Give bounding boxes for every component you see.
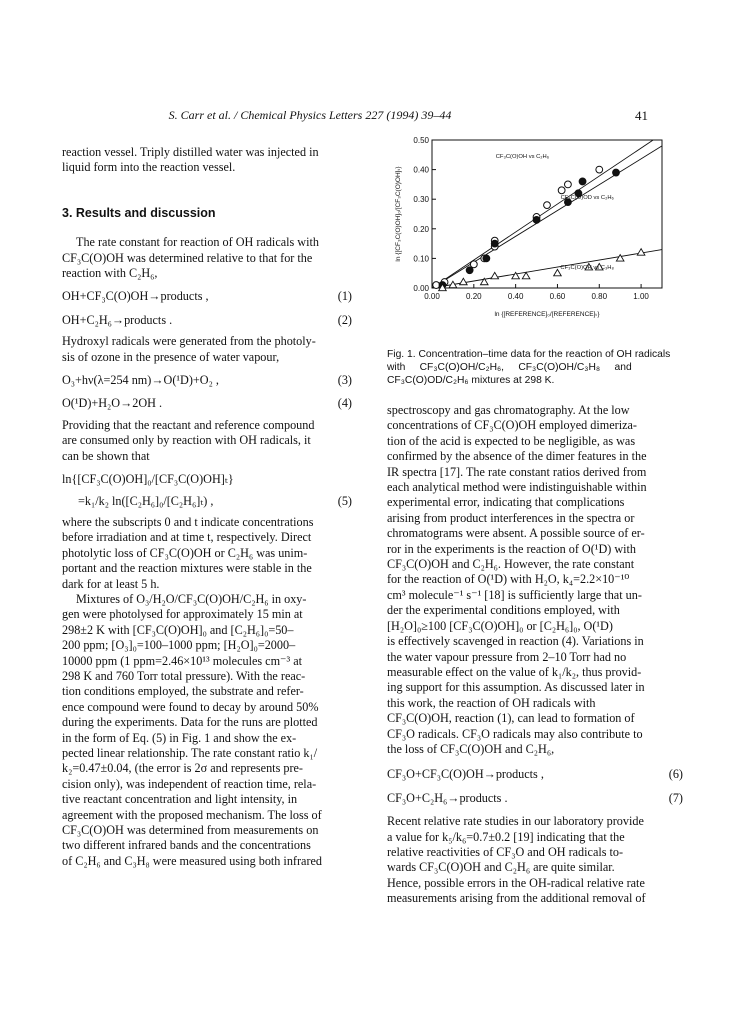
data-point-filled-circle [579, 178, 586, 185]
equation-7 [387, 791, 683, 806]
text-line: measurements arising from the additional removal of [387, 891, 646, 906]
data-point-open-triangle [491, 272, 499, 278]
paragraph [62, 334, 352, 365]
data-point-open-triangle [637, 249, 645, 255]
equation-text: O₃+hν(λ=254 nm)→O(¹D)+O₂ , [62, 373, 219, 388]
data-point-open-circle [596, 166, 603, 173]
text-line: pected linear relationship. The rate constant ratio k₁/ [62, 746, 318, 760]
text-line: cision only), was independent of reaction time, rela- [62, 776, 317, 791]
data-point-filled-circle [466, 267, 473, 274]
equation-number: (3) [337, 373, 352, 388]
data-point-open-triangle [460, 278, 468, 284]
text-line: 298 K and 760 Torr total pressure). With the reac- [62, 668, 306, 683]
y-tick-label: 0.10 [413, 254, 429, 264]
equation-number: (2) [337, 312, 352, 327]
text-line: CF₃C(O)OH and C₂H₆. However, the rate constant [387, 557, 635, 572]
equation-text: CF₃O+CF₃C(O)OH→products , [387, 767, 544, 782]
series-label: CF₃C(O)OH vs C₃H₈ [560, 264, 614, 271]
caption-line: with CF₃C(O)OH/C₂H₆, CF₃C(O)OH/C₃H₈ and [387, 362, 632, 373]
paragraph [62, 592, 352, 869]
text-line: CF₃C(O)OH, reaction (1), can lead to formation of [387, 711, 635, 726]
text-line: 200 ppm; [O₃]₀=100–1000 ppm; [H₂O]₀=2000– [62, 638, 296, 653]
text-line: ror in the experiments is the reaction of O(¹D) with [387, 541, 637, 556]
text-line: confirmed by the absence of the dimer features in the [387, 449, 647, 464]
data-point-filled-circle [613, 169, 620, 176]
x-tick-label: 0.20 [466, 292, 482, 301]
text-line: before irradiation and at time t, respectively. Direct [62, 530, 312, 545]
caption-line: Fig. 1. Concentration–time data for the reaction of OH radicals [387, 349, 671, 360]
equation-5a: ln{[CF₃C(O)OH]₀/[CF₃C(O)OH]ₜ} [62, 472, 234, 487]
y-tick-label: 0.20 [413, 224, 429, 234]
equation-number: (5) [337, 493, 352, 508]
x-tick-label: 1.00 [633, 292, 649, 301]
data-point-open-triangle [522, 272, 530, 278]
x-tick-label: 0.40 [507, 292, 524, 301]
text-line: experimental error, indicating that complications [387, 495, 625, 510]
data-point-open-circle [544, 202, 551, 209]
text-line: the loss of CF₃C(O)OH and C₂H₆, [387, 741, 555, 756]
equation-4 [62, 396, 352, 411]
text-line: concentrations of CF₃C(O)OH employed dimeriza- [387, 418, 637, 433]
text-line: reaction with C₂H₆, [62, 266, 158, 281]
text-line: tive reactant concentration and light intensity, in [62, 792, 298, 807]
data-point-open-circle [470, 261, 477, 268]
text-line: ence compound were found to decay by around 50% [62, 699, 319, 714]
equation-text: OH+C₂H₆→products . [62, 312, 173, 327]
y-tick-label: 0.50 [413, 136, 429, 145]
equation-2 [62, 313, 352, 328]
text-line: IR spectra [17]. The rate constant ratios derived from [387, 464, 647, 479]
text-line: spectroscopy and gas chromatography. At the low [387, 403, 630, 417]
text-line: for the reaction of O(¹D) with H₂O, k₄=2.2×10⁻¹⁰ [387, 572, 630, 587]
fit-line [432, 140, 653, 288]
x-tick-label: 0.80 [591, 292, 608, 301]
text-line: chromatograms were absent. A possible source of er- [387, 526, 645, 541]
text-line: relative reactivities of CF₃O and OH radicals to- [387, 844, 624, 859]
equation-number: (7) [668, 790, 683, 805]
figure-caption [387, 348, 683, 387]
text-line: der the experimental conditions employed, with [387, 603, 620, 618]
y-axis-label: ln {[CF₃C(O)OH]₀/[CF₃C(O)OH]ₜ} [395, 166, 402, 262]
equation-6 [387, 767, 683, 782]
x-tick-label: 0.60 [549, 292, 566, 301]
text-line: The rate constant for reaction of OH radicals with [76, 235, 319, 250]
data-point-filled-circle [483, 255, 490, 262]
equation-text: =k₁/k₂ ln([C₂H₆]₀/[C₂H₆]ₜ) , [78, 493, 214, 508]
equation-text: O(¹D)+H₂O→2OH . [62, 396, 163, 411]
x-axis-label: ln {[REFERENCE]₀/[REFERENCE]ₜ} [494, 311, 600, 318]
left-column [62, 145, 352, 869]
text-line: CF₃C(O)OH was determined from measurements on [62, 823, 319, 838]
plot-frame [432, 140, 662, 288]
text-line: each analytical method were indistinguishable within [387, 480, 647, 495]
text-line: CF₃O radicals. CF₃O radicals may also contribute to [387, 726, 643, 741]
paragraph [62, 515, 352, 592]
text-line: gen were photolysed for approximately 15 min at [62, 607, 303, 622]
text-line: k₂=0.47±0.04, (the error is 2σ and represents pre- [62, 761, 303, 776]
text-line: ing support for this assumption. As discussed later in [387, 680, 645, 695]
equation-text: OH+CF₃C(O)OH→products , [62, 289, 209, 304]
equation-number: (1) [337, 289, 352, 304]
equation-3 [62, 373, 352, 388]
text-line: is effectively scavenged in reaction (4). Variations in [387, 634, 644, 649]
text-line: Providing that the reactant and reference compound [62, 417, 315, 432]
equation-number: (6) [668, 767, 683, 782]
text-line: where the subscripts 0 and t indicate concentrations [62, 514, 314, 529]
data-point-filled-circle [533, 217, 540, 224]
data-point-open-triangle [616, 255, 624, 261]
equation-1 [62, 289, 352, 304]
text-line: measurable effect on the value of k₁/k₂, thus provid- [387, 664, 642, 679]
text-line: 298±2 K with [CF₃C(O)OH]₀ and [C₂H₆]₀=50– [62, 622, 294, 637]
text-line: wards CF₃C(O)OH and C₂H₆ are quite similar. [387, 860, 615, 875]
running-header: S. Carr et al. / Chemical Physics Letters 227 (1994) 39–44 [168, 108, 452, 122]
data-point-filled-circle [491, 240, 498, 247]
data-point-open-circle [565, 181, 572, 188]
section-heading: 3. Results and discussion [62, 205, 216, 220]
text-line: during the experiments. Data for the runs are plotted [62, 715, 318, 730]
text-line: two different infrared bands and the concentrations [62, 838, 311, 853]
text-line: can be shown that [62, 448, 150, 463]
equation-text: CF₃O+C₂H₆→products . [387, 790, 508, 805]
text-line: of C₂H₆ and C₃H₈ were measured using both infrared [62, 853, 323, 868]
text-line: cm³ molecule⁻¹ s⁻¹ [18] is sufficiently large that un- [387, 587, 642, 602]
x-tick-label: 0.00 [424, 292, 440, 301]
text-line: Hydroxyl radicals were generated from the photoly- [62, 334, 316, 349]
text-line: liquid form into the reaction vessel. [62, 160, 236, 175]
fit-line [432, 146, 662, 288]
text-line: CF₃C(O)OH was determined relative to that for the [62, 250, 313, 265]
text-line: the water vapour pressure from 2–10 Torr had no [387, 649, 627, 664]
figure-1-chart [386, 132, 686, 334]
series-label: CF₃C(O)OD vs C₂H₆ [560, 195, 614, 202]
paragraph [387, 403, 683, 757]
text-line: agreement with the proposed mechanism. The loss of [62, 807, 322, 822]
text-line: photolytic loss of CF₃C(O)OH or C₂H₆ was unim- [62, 545, 308, 560]
equation-5b [62, 494, 352, 509]
text-line: sis of ozone in the presence of water vapour, [62, 349, 280, 364]
text-line: 10000 ppm (1 ppm=2.46×10¹³ molecules cm⁻³ at [62, 653, 302, 668]
right-column [387, 403, 683, 907]
text-line: Recent relative rate studies in our laboratory provide [387, 814, 644, 829]
text-line: tion conditions employed, the substrate and refer- [62, 684, 304, 699]
text-line: reaction vessel. Triply distilled water was injected in [62, 145, 319, 159]
y-tick-label: 0.00 [413, 284, 429, 293]
text-line: tion of the acid is expected to be negligible, as was [387, 433, 636, 448]
text-line: Hence, possible errors in the OH-radical relative rate [387, 875, 645, 890]
text-line: in the form of Eq. (5) in Fig. 1 and show the ex- [62, 730, 297, 745]
text-line: dark for at least 5 h. [62, 576, 160, 591]
paragraph [62, 418, 352, 464]
paragraph-intro [62, 145, 352, 176]
y-tick-label: 0.30 [413, 195, 429, 205]
text-line: Mixtures of O₃/H₂O/CF₃C(O)OH/C₂H₆ in oxy- [76, 591, 307, 606]
text-line: portant and the reaction mixtures were stable in the [62, 561, 312, 576]
text-line: a value for k₅/k₆=0.7±0.2 [19] indicating that the [387, 829, 625, 844]
text-line: arising from product interferences in the spectra or [387, 510, 635, 525]
y-tick-label: 0.40 [413, 165, 429, 175]
page-number: 41 [635, 108, 648, 123]
text-line: [H₂O]₀≥100 [CF₃C(O)OH]₀ or [C₂H₆]₀, O(¹D) [387, 618, 613, 633]
caption-line: CF₃C(O)OD/C₂H₆ mixtures at 298 K. [387, 375, 555, 386]
text-line: this work, the reaction of OH radicals with [387, 695, 596, 710]
data-point-open-circle [558, 187, 565, 194]
paragraph [387, 814, 683, 906]
paragraph [62, 235, 352, 281]
text-line: are consumed only by reaction with OH radicals, it [62, 433, 311, 448]
equation-number: (4) [337, 396, 352, 411]
series-label: CF₃C(O)OH vs C₂H₆ [495, 153, 550, 160]
